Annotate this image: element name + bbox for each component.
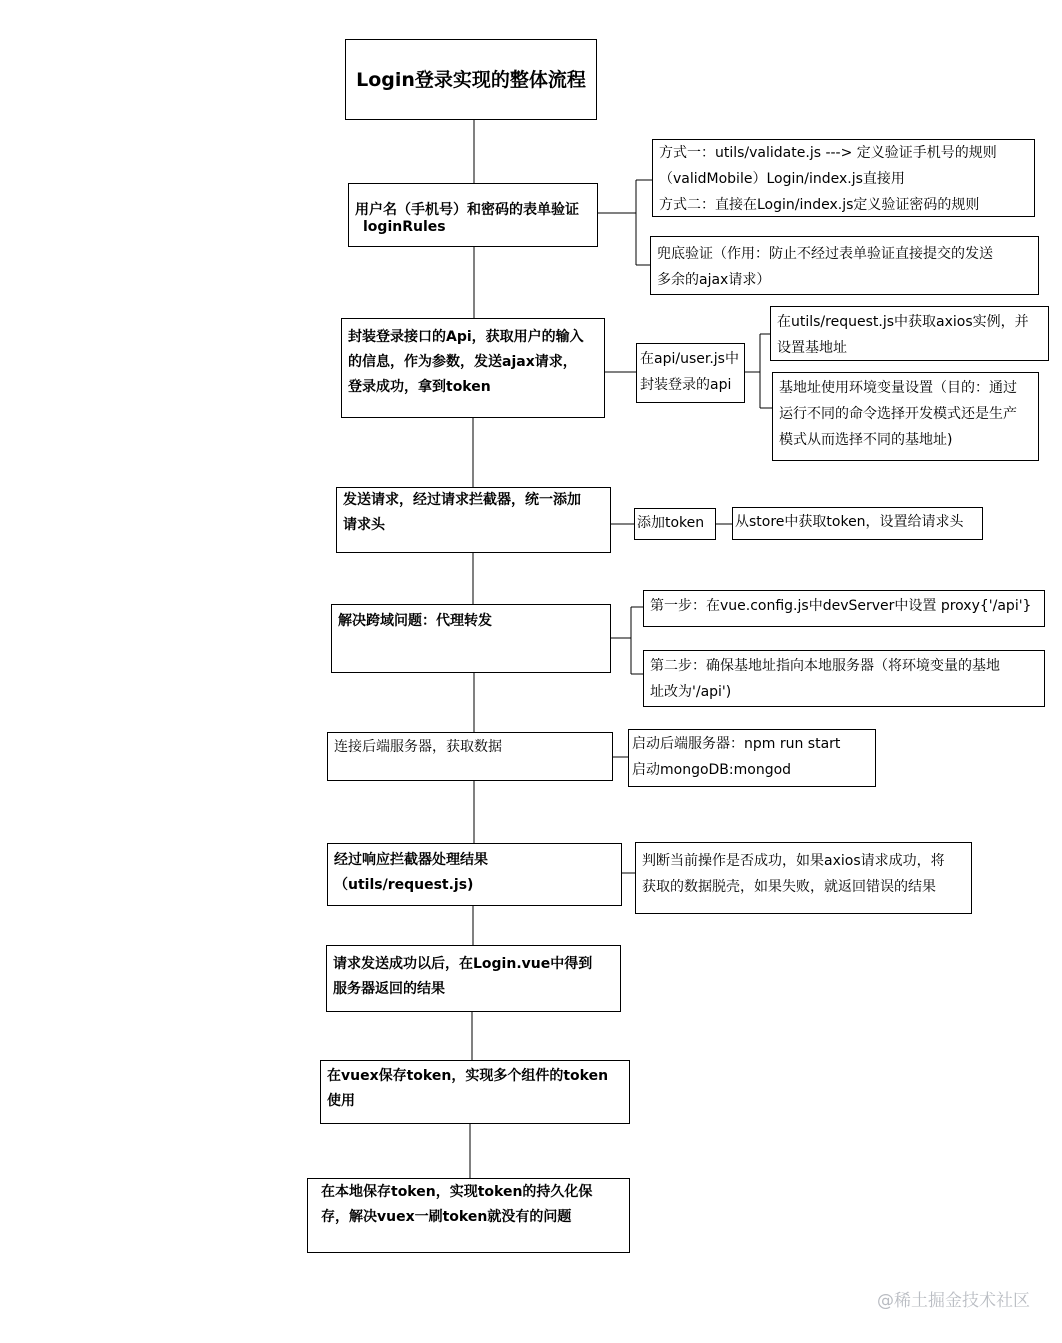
step-line: 使用 bbox=[327, 1093, 355, 1109]
note-line: 添加token bbox=[637, 515, 705, 531]
note-axios-instance bbox=[770, 306, 1049, 361]
note-line: 址改为'/api') bbox=[650, 684, 732, 700]
note-line: 设置基地址 bbox=[777, 340, 847, 356]
step-line: 在本地保存token，实现token的持久化保 bbox=[321, 1184, 593, 1200]
note-line: 运行不同的命令选择开发模式还是生产 bbox=[779, 406, 1017, 422]
step-line: 经过响应拦截器处理结果 bbox=[334, 852, 488, 868]
note-line: 在utils/request.js中获取axios实例，并 bbox=[777, 314, 1029, 330]
step-line: 用户名（手机号）和密码的表单验证 bbox=[355, 202, 579, 218]
step-vuex-token bbox=[320, 1060, 630, 1124]
step-line: 封装登录接口的Api，获取用户的输入 bbox=[348, 329, 584, 345]
note-line: 启动mongoDB:mongod bbox=[632, 762, 792, 778]
step-receive-result bbox=[326, 945, 621, 1012]
note-line: 第一步：在vue.config.js中devServer中设置 proxy{'/api'} bbox=[650, 598, 1032, 614]
note-line: 判断当前操作是否成功，如果axios请求成功，将 bbox=[642, 853, 945, 869]
note-response-handling bbox=[635, 842, 972, 914]
note-line: 启动后端服务器：npm run start bbox=[632, 736, 841, 752]
note-add-token bbox=[634, 508, 716, 540]
flow-title bbox=[345, 39, 597, 120]
note-line: 获取的数据脱壳，如果失败，就返回错误的结果 bbox=[642, 879, 936, 895]
step-line: 发送请求，经过请求拦截器，统一添加 bbox=[343, 492, 581, 508]
note-env-base-url bbox=[772, 372, 1039, 461]
step-form-validation bbox=[348, 183, 598, 247]
step-line: loginRules bbox=[363, 219, 446, 235]
step-cross-origin-proxy bbox=[331, 604, 611, 673]
step-line: 服务器返回的结果 bbox=[333, 981, 445, 997]
note-validation-methods bbox=[652, 139, 1035, 217]
note-line: 模式从而选择不同的基地址) bbox=[779, 432, 953, 448]
step-response-interceptor bbox=[327, 843, 622, 906]
step-line: 解决跨域问题：代理转发 bbox=[338, 613, 492, 629]
step-request-interceptor bbox=[336, 487, 611, 553]
note-token-from-store bbox=[732, 507, 983, 540]
step-line: 存，解决vuex一刷token就没有的问题 bbox=[321, 1209, 572, 1225]
step-line: 请求发送成功以后，在Login.vue中得到 bbox=[333, 956, 593, 972]
note-line: 在api/user.js中 bbox=[640, 351, 739, 367]
note-proxy-step-1 bbox=[643, 590, 1045, 627]
flow-title-text: Login登录实现的整体流程 bbox=[356, 68, 586, 91]
note-line: 兜底验证（作用：防止不经过表单验证直接提交的发送 bbox=[657, 246, 993, 262]
note-api-file bbox=[636, 343, 745, 403]
note-line: （validMobile）Login/index.js直接用 bbox=[659, 171, 905, 187]
note-line: 方式二：直接在Login/index.js定义验证密码的规则 bbox=[659, 197, 980, 213]
step-line: 的信息，作为参数，发送ajax请求， bbox=[348, 354, 577, 370]
note-validation-fallback bbox=[650, 236, 1039, 295]
step-login-api bbox=[341, 318, 605, 418]
step-line: （utils/request.js) bbox=[334, 877, 474, 893]
step-connect-backend bbox=[327, 732, 613, 781]
note-server-start bbox=[628, 729, 876, 787]
step-line: 请求头 bbox=[343, 517, 385, 533]
step-line: 连接后端服务器，获取数据 bbox=[334, 739, 502, 755]
note-line: 从store中获取token，设置给请求头 bbox=[735, 514, 964, 530]
note-line: 封装登录的api bbox=[640, 377, 732, 393]
step-line: 登录成功，拿到token bbox=[348, 379, 491, 395]
note-line: 方式一：utils/validate.js ---> 定义验证手机号的规则 bbox=[659, 145, 997, 161]
note-proxy-step-2 bbox=[643, 650, 1045, 707]
note-line: 多余的ajax请求） bbox=[657, 272, 771, 288]
note-line: 基地址使用环境变量设置（目的：通过 bbox=[779, 380, 1017, 396]
note-line: 第二步：确保基地址指向本地服务器（将环境变量的基地 bbox=[650, 658, 1000, 674]
watermark: @稀土掘金技术社区 bbox=[877, 1291, 1030, 1311]
step-line: 在vuex保存token，实现多个组件的token bbox=[327, 1068, 609, 1084]
step-local-storage-token bbox=[307, 1178, 630, 1253]
